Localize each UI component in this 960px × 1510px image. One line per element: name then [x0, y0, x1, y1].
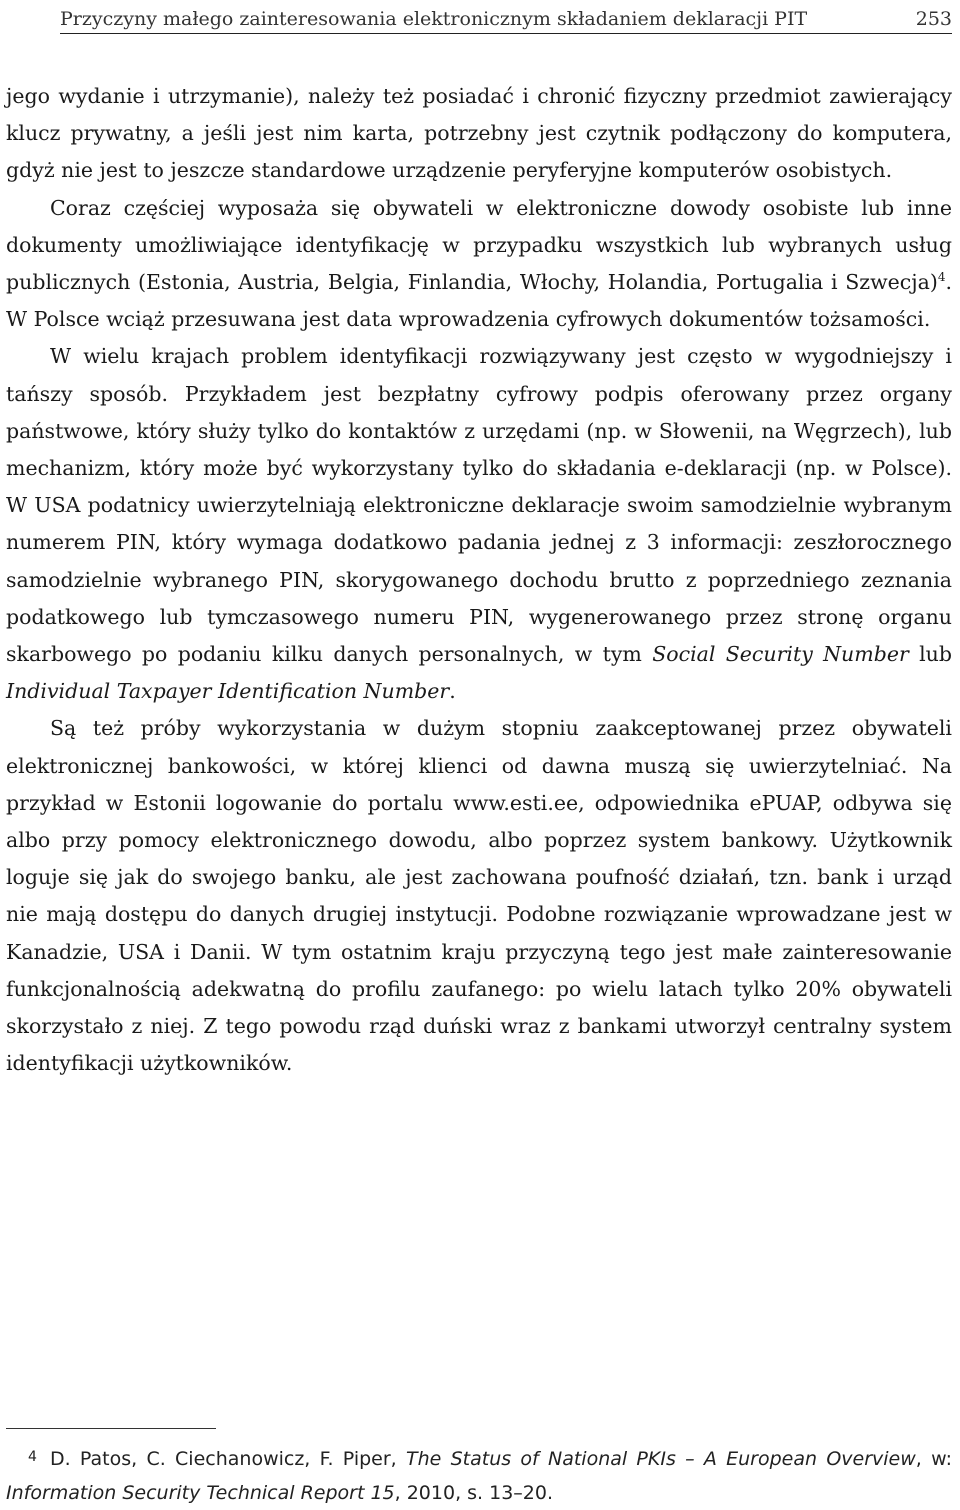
paragraph-2: [6, 190, 952, 339]
footnote-text-b: , w:: [915, 1448, 952, 1470]
paragraph-2-text-a: Coraz częściej wyposaża się obywateli w elektroniczne dowody osobiste lub inne dokumenty umożliwiające identyfikację w przypadku wszystkich lub wybranych usług publicznych (Estonia, Austria, Belgia, Finlandia, Włochy, Holandia, Portugalia i Szwecja): [6, 195, 952, 295]
footnote: [6, 1440, 952, 1510]
footnote-italic-source: Information Security Technical Report 15: [6, 1482, 395, 1504]
footnote-ref[interactable]: 4: [937, 270, 946, 285]
italic-term-itin: Individual Taxpayer Identification Number: [6, 679, 450, 704]
italic-term-ssn: Social Security Number: [652, 642, 909, 667]
footnote-number: 4: [28, 1449, 37, 1465]
paragraph-3-text-end: .: [449, 679, 456, 704]
main-text: [6, 78, 952, 1082]
footnote-text-a: D. Patos, C. Ciechanowicz, F. Piper,: [50, 1448, 406, 1470]
footnote-text-c: , 2010, s. 13–20.: [394, 1482, 554, 1504]
paragraph-3-text-a: W wielu krajach problem identyfikacji rozwiązywany jest często w wygodniejszy i tańszy sposób. Przykładem jest bezpłatny cyfrowy podpis oferowany przez organy państwowe, który służy tylko do kontaktów z urzędami (np. w Słowenii, na Węgrzech), lub mechanizm, który może być wykorzystany tylko do składania e-deklaracji (np. w Polsce). W USA podatnicy uwierzytelniają elektroniczne deklaracje swoim samodzielnie wybranym numerem PIN, który wymaga dodatkowo padania jednej z 3 informacji: zeszłorocznego samodzielnie wybranego PIN, skorygowanego dochodu brutto z poprzedniego zeznania podatkowego lub tymczasowego numeru PIN, wygenerowanego przez stronę organu skarbowego po podaniu kilku danych personalnych, w tym: [6, 344, 952, 667]
page-number: 253: [915, 8, 952, 30]
running-header: [60, 0, 952, 34]
paragraph-2-text-b: . W Polsce wciąż przesuwana jest data wprowadzenia cyfrowych dokumentów tożsamości.: [6, 270, 952, 332]
paragraph-4: Są też próby wykorzystania w dużym stopniu zaakceptowanej przez obywateli elektronicznej bankowości, w której klienci od dawna muszą się uwierzytelniać. Na przykład w Estonii logowanie do portalu www.esti.ee, odpowiednika ePUAP, odbywa się albo przy pomocy elektronicznego dowodu, albo poprzez system bankowy. Użytkownik loguje się jak do swojego banku, ale jest zachowana poufność działań, tzn. bank i urząd nie mają dostępu do danych drugiej instytucji. Podobne rozwiązanie wprowadzane jest w Kanadzie, USA i Danii. W tym ostatnim kraju przyczyną tego jest małe zainteresowanie funkcjonalnością adekwatną do profilu zaufanego: po wielu latach tylko 20% obywateli skorzystało z niej. Z tego powodu rząd duński wraz z bankami utworzył centralny system identyfikacji użytkowników.: [6, 716, 952, 1076]
paragraph-3-text-mid: lub: [908, 642, 952, 667]
header-title: Przyczyny małego zainteresowania elektronicznym składaniem deklaracji PIT: [60, 8, 808, 30]
footnote-italic-title: The Status of National PKIs – A European Overview: [405, 1448, 916, 1470]
footnote-divider: [6, 1428, 216, 1429]
paragraph-1: jego wydanie i utrzymanie), należy też posiadać i chronić fizyczny przedmiot zawierający klucz prywatny, a jeśli jest nim karta, potrzebny jest czytnik podłączony do komputera, gdyż nie jest to jeszcze standardowe urządzenie peryferyjne komputerów osobistych.: [6, 84, 952, 183]
paragraph-3: [6, 338, 952, 710]
